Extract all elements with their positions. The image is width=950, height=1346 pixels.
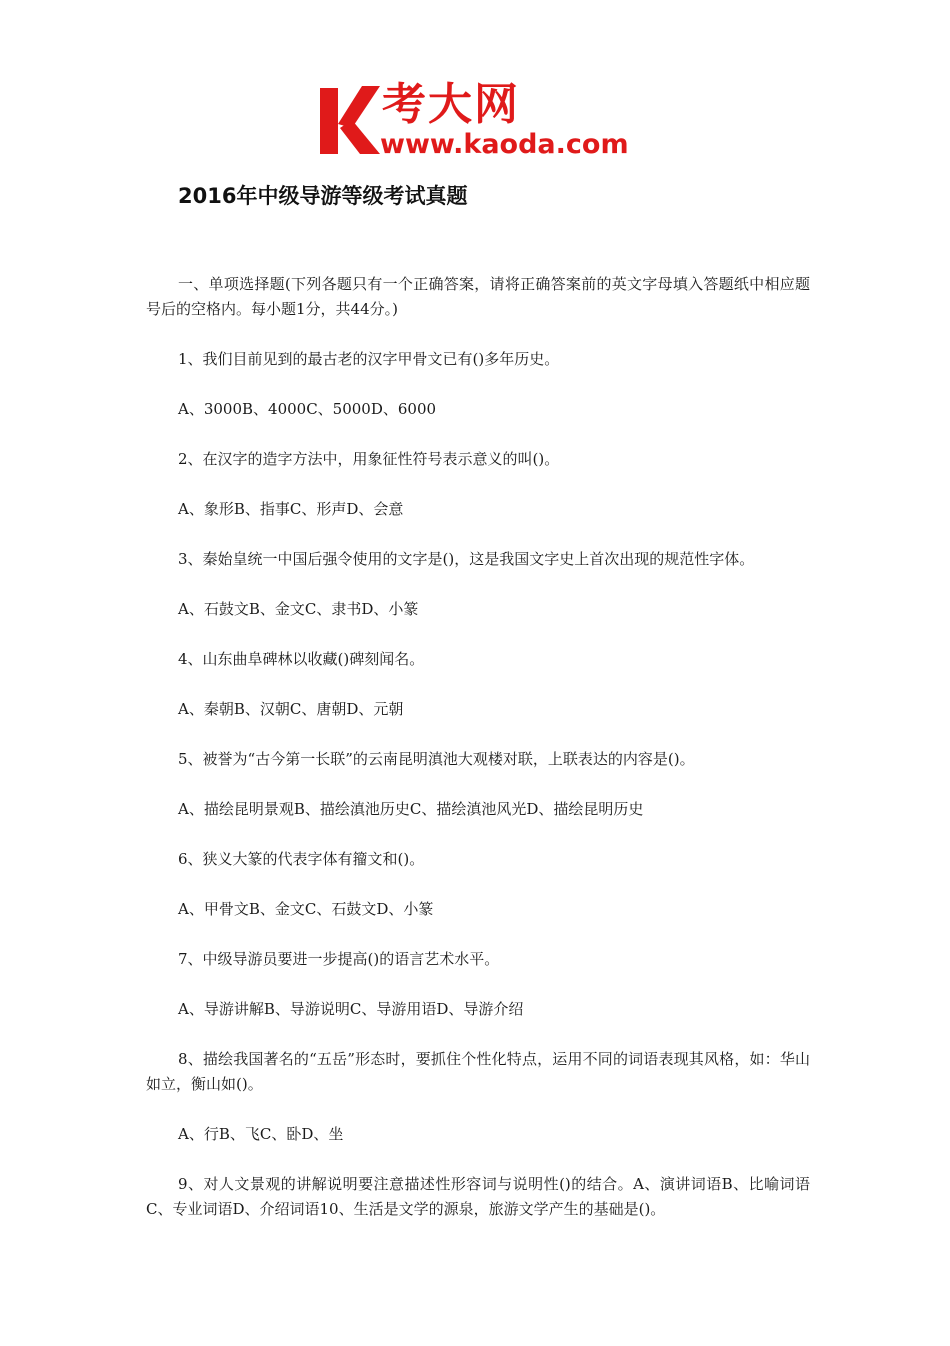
question-3: 3、秦始皇统一中国后强令使用的文字是()，这是我国文字史上首次出现的规范性字体。 [178, 550, 755, 568]
question-8: 8、描绘我国著名的“五岳”形态时，要抓住个性化特点，运用不同的词语表现其风格，如：华山如立，衡山如()。 [146, 1050, 810, 1093]
options-8: A、行B、飞C、卧D、坐 [178, 1125, 344, 1143]
question-7: 7、中级导游员要进一步提高()的语言艺术水平。 [178, 950, 500, 968]
document-title: 2016年中级导游等级考试真题 [178, 184, 468, 208]
options-2: A、象形B、指事C、形声D、会意 [178, 500, 404, 518]
question-5: 5、被誉为“古今第一长联”的云南昆明滇池大观楼对联，上联表达的内容是()。 [178, 750, 695, 768]
options-3: A、石鼓文B、金文C、隶书D、小篆 [178, 600, 419, 618]
options-5: A、描绘昆明景观B、描绘滇池历史C、描绘滇池风光D、描绘昆明历史 [178, 800, 644, 818]
document-body [146, 272, 810, 1247]
logo-url-text: www.kaoda.com [380, 129, 629, 160]
paragraph-instructions: 一、单项选择题(下列各题只有一个正确答案，请将正确答案前的英文字母填入答题纸中相应题号后的空格内。每小题1分，共44分。) [146, 275, 810, 318]
options-7: A、导游讲解B、导游说明C、导游用语D、导游介绍 [178, 1000, 524, 1018]
question-1: 1、我们目前见到的最古老的汉字甲骨文已有()多年历史。 [178, 350, 560, 368]
question-6: 6、狭义大篆的代表字体有籀文和()。 [178, 850, 425, 868]
options-1: A、3000B、4000C、5000D、6000 [178, 400, 437, 418]
question-4: 4、山东曲阜碑林以收藏()碑刻闻名。 [178, 650, 425, 668]
options-4: A、秦朝B、汉朝C、唐朝D、元朝 [178, 700, 404, 718]
k-logo-icon [318, 84, 380, 156]
question-9-10: 9、对人文景观的讲解说明要注意描述性形容词与说明性()的结合。A、演讲词语B、比喻词语C、专业词语D、介绍词语10、生活是文学的源泉，旅游文学产生的基础是()。 [146, 1175, 810, 1218]
kaoda-logo [318, 79, 640, 160]
options-6: A、甲骨文B、金文C、石鼓文D、小篆 [178, 900, 434, 918]
question-2: 2、在汉字的造字方法中，用象征性符号表示意义的叫()。 [178, 450, 560, 468]
logo-chinese-text: 考大网 [382, 79, 520, 130]
